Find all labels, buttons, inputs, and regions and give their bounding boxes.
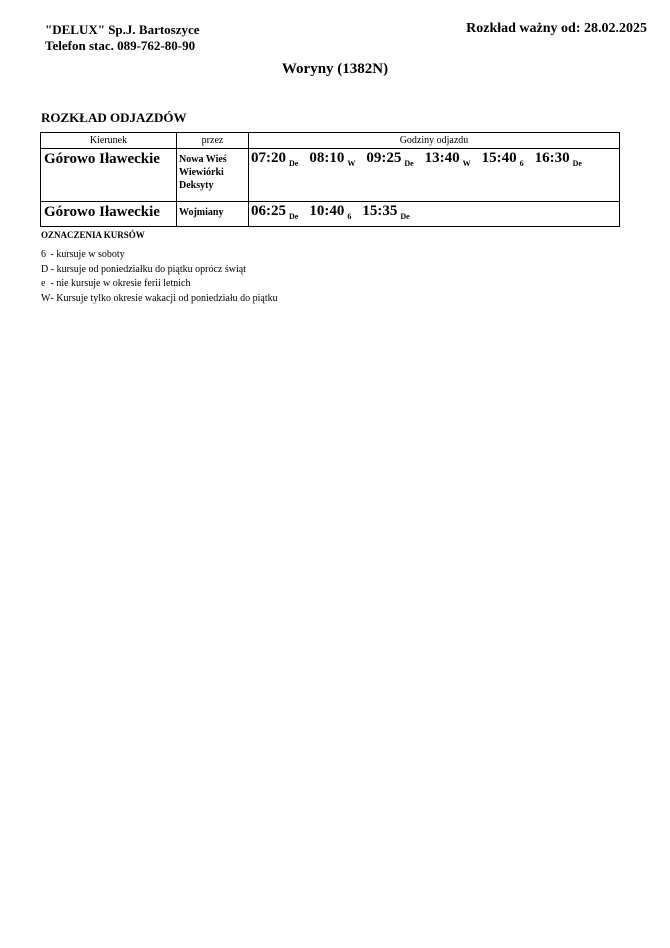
- via-stop: Wiewiórki: [179, 167, 224, 178]
- departure-mark: W: [462, 159, 471, 168]
- legend-text: - Kursuje tylko okresie wakacji od poniedziału do piątku: [50, 292, 278, 304]
- legend-text: - kursuje w soboty: [48, 249, 125, 260]
- header-via: przez: [177, 133, 249, 149]
- legend-title: OZNACZENIA KURSÓW: [41, 230, 145, 240]
- section-title: ROZKŁAD ODJAZDÓW: [41, 110, 187, 125]
- header-direction: Kierunek: [41, 133, 177, 149]
- legend-code: W: [41, 292, 51, 304]
- company-name: "DELUX" Sp.J. Bartoszyce: [45, 22, 200, 37]
- company-phone: Telefon stac. 089-762-80-90: [45, 38, 196, 53]
- via-stop: Nowa Wieś: [179, 154, 227, 165]
- direction-cell: Górowo Iławeckie: [41, 202, 177, 227]
- departure-mark: De: [400, 212, 410, 221]
- departure: [251, 149, 298, 167]
- company-info: [45, 22, 200, 54]
- departure-time: 15:40: [481, 150, 517, 166]
- legend-code: 6: [41, 249, 46, 260]
- departure-time: 07:20: [251, 150, 286, 166]
- via-cell: [177, 202, 249, 227]
- departure: [535, 149, 582, 167]
- via-stop: Deksyty: [179, 180, 214, 191]
- departure-mark: De: [404, 159, 414, 168]
- departure-time: 06:25: [251, 203, 286, 219]
- departure: [309, 202, 351, 220]
- legend-text: - nie kursuje w okresie ferii letnich: [48, 278, 191, 289]
- departure-mark: W: [347, 159, 356, 168]
- departures-cell: [249, 202, 620, 227]
- via-cell: [177, 149, 249, 202]
- legend-code: D: [41, 263, 49, 275]
- departure-time: 09:25: [366, 150, 402, 166]
- departure: [482, 149, 524, 167]
- table-row: [41, 149, 620, 202]
- legend-item: [41, 263, 278, 278]
- departure-time: 10:40: [309, 203, 345, 219]
- legend-text: - kursuje od poniedziałku do piątku oprócz świąt: [48, 263, 246, 275]
- stop-title: Woryny (1382N): [281, 61, 389, 77]
- departure-mark: De: [289, 212, 299, 221]
- departure-mark: De: [289, 159, 299, 168]
- departure: [362, 202, 409, 220]
- legend-item: [41, 277, 278, 292]
- legend-item: [41, 292, 278, 307]
- departure: [251, 202, 298, 220]
- departure-mark: 6: [519, 159, 524, 168]
- via-stop: Wojmiany: [179, 207, 224, 218]
- direction-cell: Górowo Iławeckie: [41, 149, 177, 202]
- departure-time: 15:35: [362, 203, 398, 219]
- departure: [425, 149, 471, 167]
- departure-mark: De: [572, 159, 582, 168]
- legend: [41, 248, 278, 306]
- header-times: Godziny odjazdu: [249, 133, 620, 149]
- legend-item: [41, 248, 278, 263]
- departure: [309, 149, 355, 167]
- valid-from: Rozkład ważny od: 28.02.2025: [466, 21, 647, 36]
- departure: [366, 149, 413, 167]
- departure-time: 16:30: [534, 150, 570, 166]
- departure-mark: 6: [347, 212, 352, 221]
- timetable: [40, 132, 620, 227]
- departure-time: 08:10: [309, 150, 345, 166]
- departures-cell: [249, 149, 620, 202]
- table-row: [41, 202, 620, 227]
- legend-code: e: [41, 278, 46, 289]
- departure-time: 13:40: [424, 150, 460, 166]
